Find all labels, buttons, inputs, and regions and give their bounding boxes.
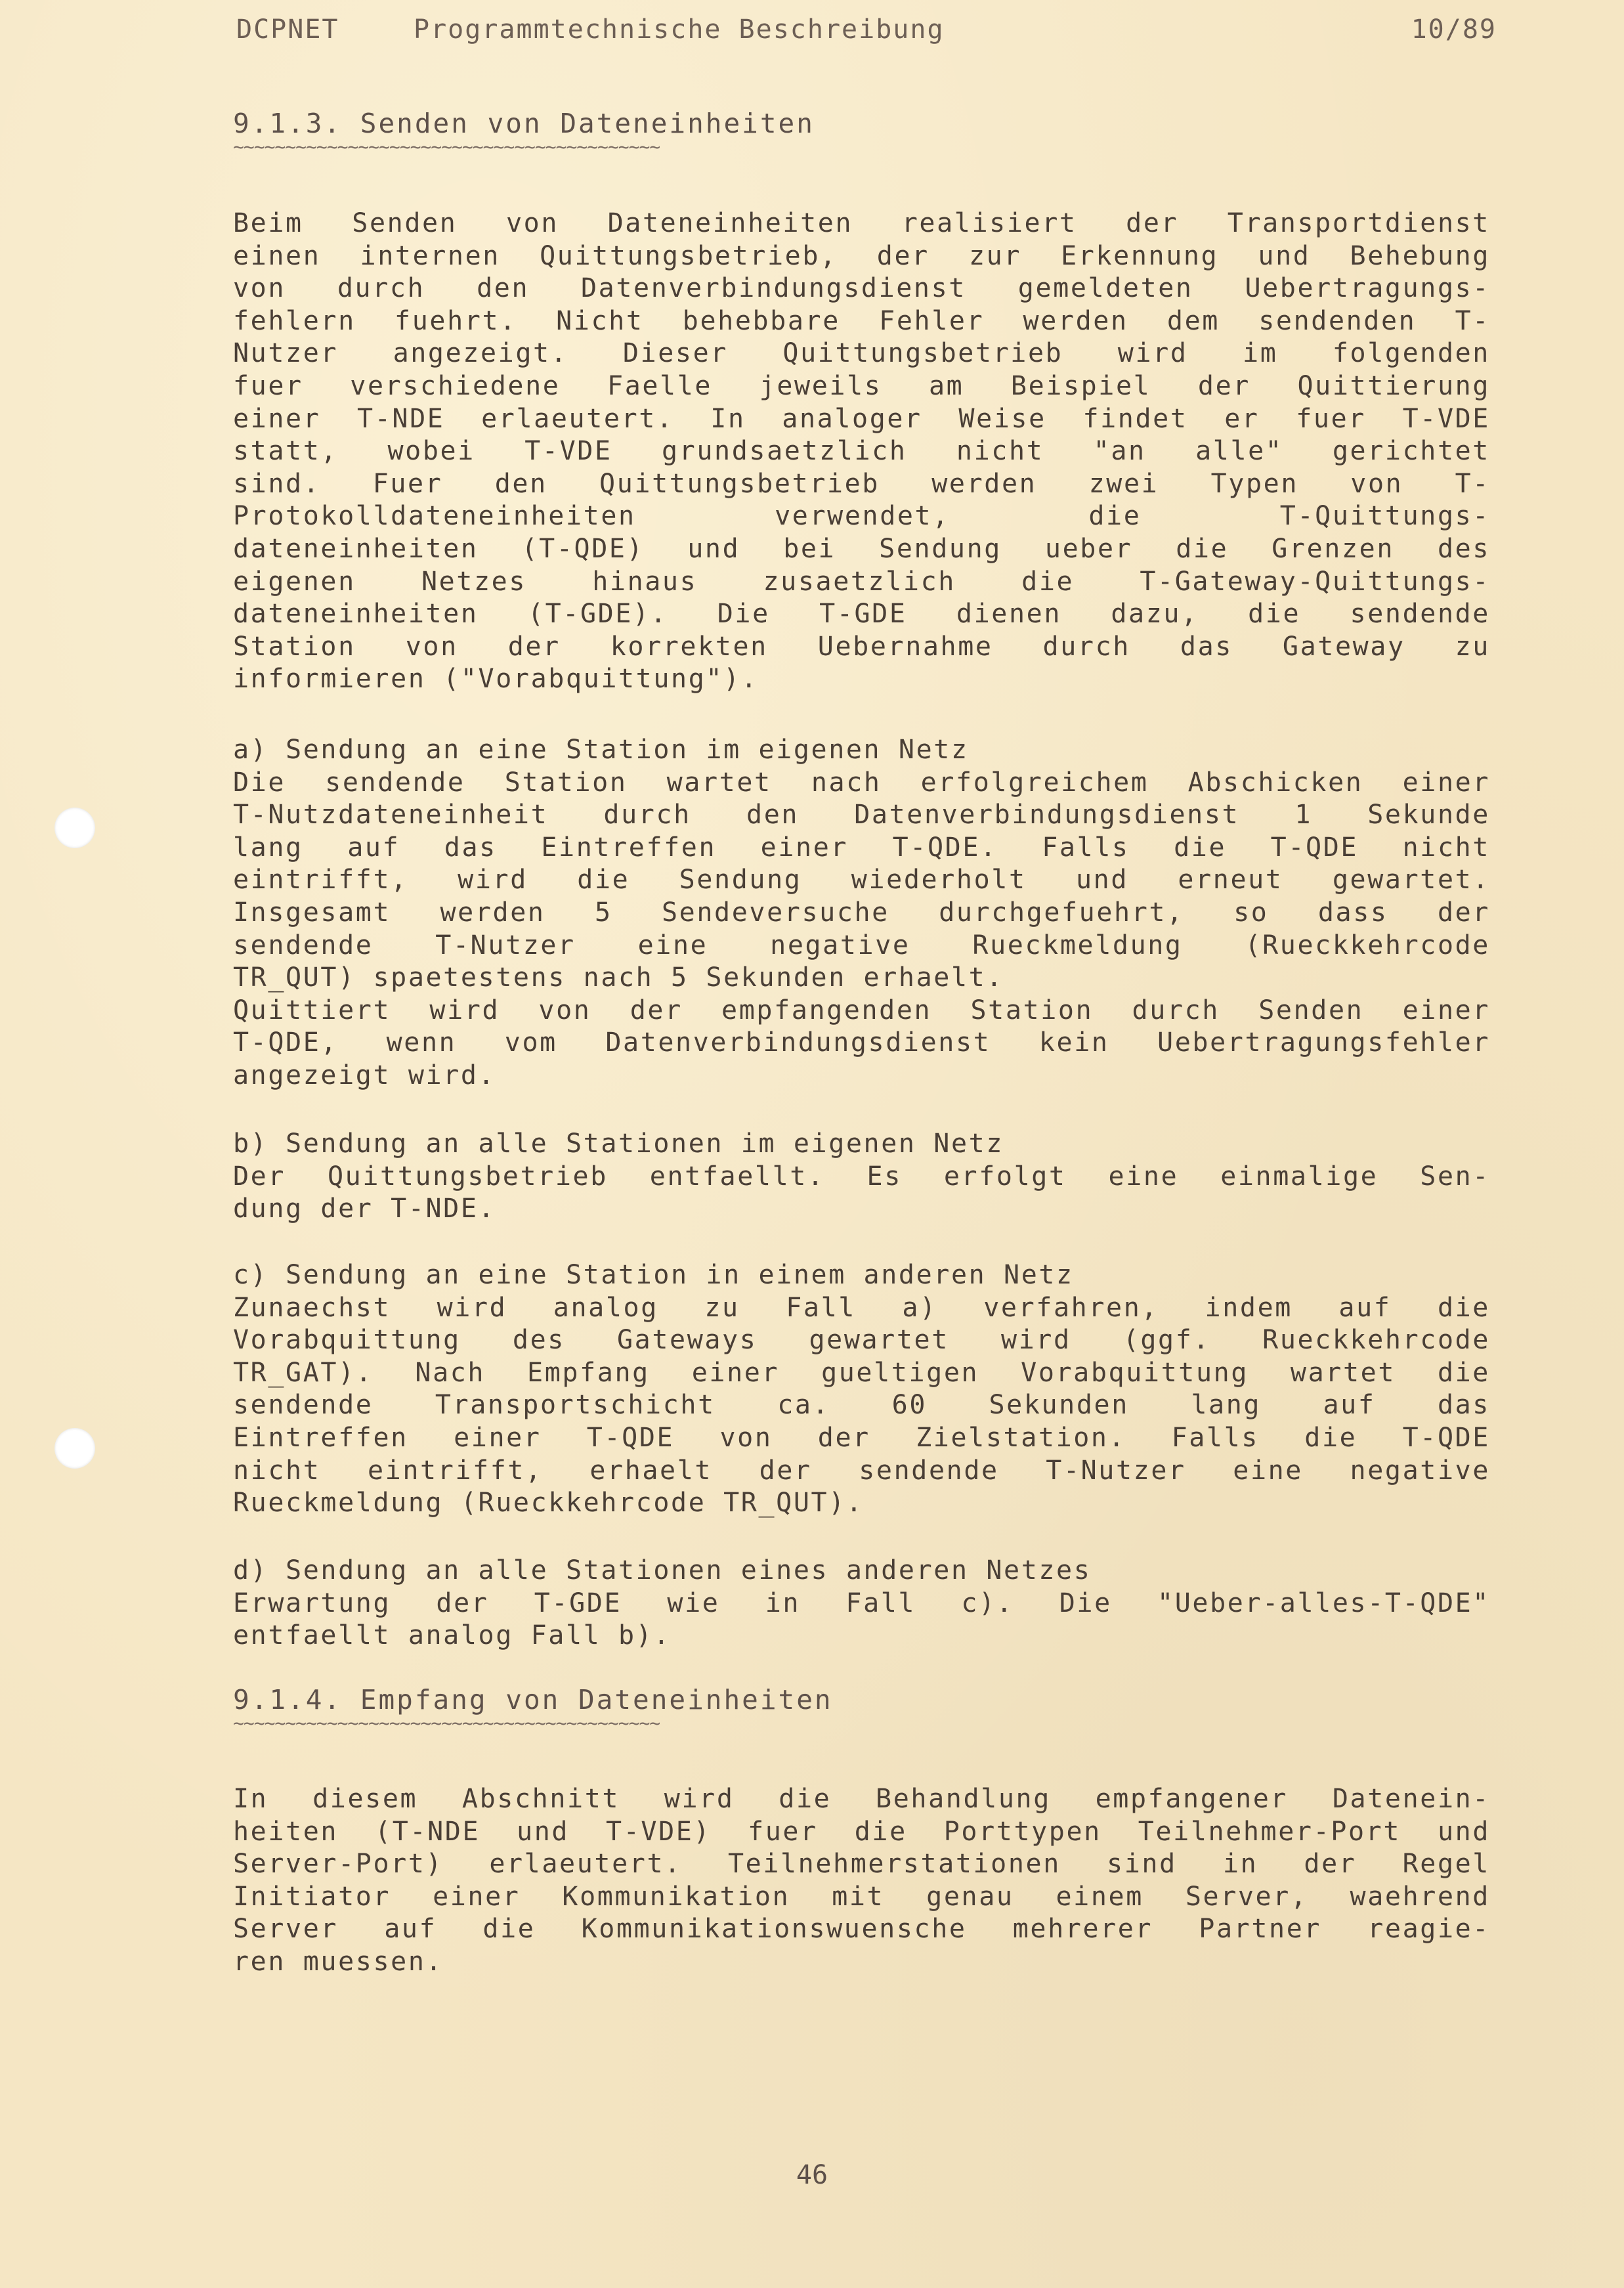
case-c-heading: c) Sendung an eine Station in einem anderen Netz xyxy=(233,1260,1074,1290)
heading-underline-914: ~~~~~~~~~~~~~~~~~~~~~~~~~~~~~~~~~~~~~~~~~ xyxy=(233,1716,660,1731)
paragraph-case-a xyxy=(233,734,1490,1092)
case-b-heading: b) Sendung an alle Stationen im eigenen Netz xyxy=(233,1129,1004,1159)
paragraph-case-b xyxy=(233,1128,1490,1226)
text-line: TR_QUT) spaetestens nach 5 Sekunden erhaelt. xyxy=(233,962,1004,993)
text-line: fuer verschiedene Faelle jeweils am Beispiel der Quittierung xyxy=(233,370,1490,401)
text-line: Die sendende Station wartet nach erfolgreichem Abschicken einer xyxy=(233,767,1490,798)
section-heading-913: 9.1.3. Senden von Dateneinheiten xyxy=(233,108,815,139)
punch-hole-top xyxy=(54,808,95,848)
text-line: Quittiert wird von der empfangenden Station durch Senden einer xyxy=(233,995,1490,1025)
text-line: Erwartung der T-GDE wie in Fall c). Die "Ueber-alles-T-QDE" xyxy=(233,1587,1490,1618)
text-line: angezeigt wird. xyxy=(233,1060,496,1090)
text-line: fehlern fuehrt. Nicht behebbare Fehler werden dem sendenden T- xyxy=(233,305,1490,336)
text-line: TR_GAT). Nach Empfang einer gueltigen Vorabquittung wartet die xyxy=(233,1357,1490,1388)
section-heading-913-block xyxy=(233,108,1490,155)
paragraph-case-c xyxy=(233,1259,1490,1520)
page-header xyxy=(236,14,1497,54)
text-line: Eintreffen einer T-QDE von der Zielstation. Falls die T-QDE xyxy=(233,1422,1490,1453)
text-line: Initiator einer Kommunikation mit genau einem Server, waehrend xyxy=(233,1881,1490,1912)
text-line: sendende Transportschicht ca. 60 Sekunden lang auf das xyxy=(233,1390,1490,1421)
header-product: DCPNET xyxy=(236,14,339,45)
text-line: Rueckmeldung (Rueckkehrcode TR_QUT). xyxy=(233,1488,864,1519)
text-line: einer T-NDE erlaeutert. In analoger Weise findet er fuer T-VDE xyxy=(233,403,1490,434)
text-line: heiten (T-NDE und T-VDE) fuer die Porttypen Teilnehmer-Port und xyxy=(233,1816,1490,1847)
text-line: dateneinheiten (T-QDE) und bei Sendung ueber die Grenzen des xyxy=(233,533,1490,564)
text-line: Der Quittungsbetrieb entfaellt. Es erfolgt eine einmalige Sen- xyxy=(233,1161,1490,1192)
text-line: sendende T-Nutzer eine negative Rueckmeldung (Rueckkehrcode xyxy=(233,930,1490,961)
text-line: nicht eintrifft, erhaelt der sendende T-Nutzer eine negative xyxy=(233,1455,1490,1486)
text-line: dung der T-NDE. xyxy=(233,1194,496,1224)
text-line: einen internen Quittungsbetrieb, der zur Erkennung und Behebung xyxy=(233,240,1490,271)
text-line: Server auf die Kommunikationswuensche mehrerer Partner reagie- xyxy=(233,1914,1490,1945)
text-line: Server-Port) erlaeutert. Teilnehmerstationen sind in der Regel xyxy=(233,1849,1490,1880)
text-line: dateneinheiten (T-GDE). Die T-GDE dienen dazu, die sendende xyxy=(233,599,1490,630)
text-line: Beim Senden von Dateneinheiten realisiert der Transportdienst xyxy=(233,208,1490,238)
text-line: von durch den Datenverbindungsdienst gemeldeten Uebertragungs- xyxy=(233,273,1490,304)
paragraph-case-d xyxy=(233,1555,1490,1652)
text-line: T-Nutzdateneinheit durch den Datenverbindungsdienst 1 Sekunde xyxy=(233,800,1490,831)
text-line: ren muessen. xyxy=(233,1946,444,1977)
text-line: entfaellt analog Fall b). xyxy=(233,1620,672,1651)
text-line: Zunaechst wird analog zu Fall a) verfahren, indem auf die xyxy=(233,1292,1490,1323)
text-line: informieren ("Vorabquittung"). xyxy=(233,664,759,695)
text-line: Insgesamt werden 5 Sendeversuche durchgefuehrt, so dass der xyxy=(233,897,1490,928)
paragraph-913-intro xyxy=(233,207,1490,696)
text-line: eintrifft, wird die Sendung wiederholt und erneut gewartet. xyxy=(233,865,1490,896)
text-line: Protokolldateneinheiten verwendet, die T-Quittungs- xyxy=(233,501,1490,532)
header-date: 10/89 xyxy=(1411,14,1497,45)
case-a-heading: a) Sendung an eine Station im eigenen Netz xyxy=(233,735,969,765)
text-line: eigenen Netzes hinaus zusaetzlich die T-Gateway-Quittungs- xyxy=(233,566,1490,597)
heading-underline-913: ~~~~~~~~~~~~~~~~~~~~~~~~~~~~~~~~~~~~~~~~~ xyxy=(233,139,660,155)
text-line: Station von der korrekten Uebernahme durch das Gateway zu xyxy=(233,631,1490,662)
paragraph-914-intro xyxy=(233,1783,1490,1979)
page-number: 46 xyxy=(796,2160,828,2190)
text-line: lang auf das Eintreffen einer T-QDE. Falls die T-QDE nicht xyxy=(233,832,1490,863)
text-line: Vorabquittung des Gateways gewartet wird (ggf. Rueckkehrcode xyxy=(233,1325,1490,1356)
text-line: statt, wobei T-VDE grundsaetzlich nicht "an alle" gerichtet xyxy=(233,436,1490,467)
text-line: sind. Fuer den Quittungsbetrieb werden zwei Typen von T- xyxy=(233,468,1490,499)
text-line: T-QDE, wenn vom Datenverbindungsdienst kein Uebertragungsfehler xyxy=(233,1027,1490,1058)
header-document-title: Programmtechnische Beschreibung xyxy=(414,14,945,45)
case-d-heading: d) Sendung an alle Stationen eines anderen Netzes xyxy=(233,1555,1092,1586)
text-line: Nutzer angezeigt. Dieser Quittungsbetrieb wird im folgenden xyxy=(233,338,1490,369)
section-heading-914-block xyxy=(233,1684,1490,1731)
section-heading-914: 9.1.4. Empfang von Dateneinheiten xyxy=(233,1684,833,1716)
text-line: In diesem Abschnitt wird die Behandlung empfangener Datenein- xyxy=(233,1784,1490,1814)
punch-hole-bottom xyxy=(54,1428,95,1469)
